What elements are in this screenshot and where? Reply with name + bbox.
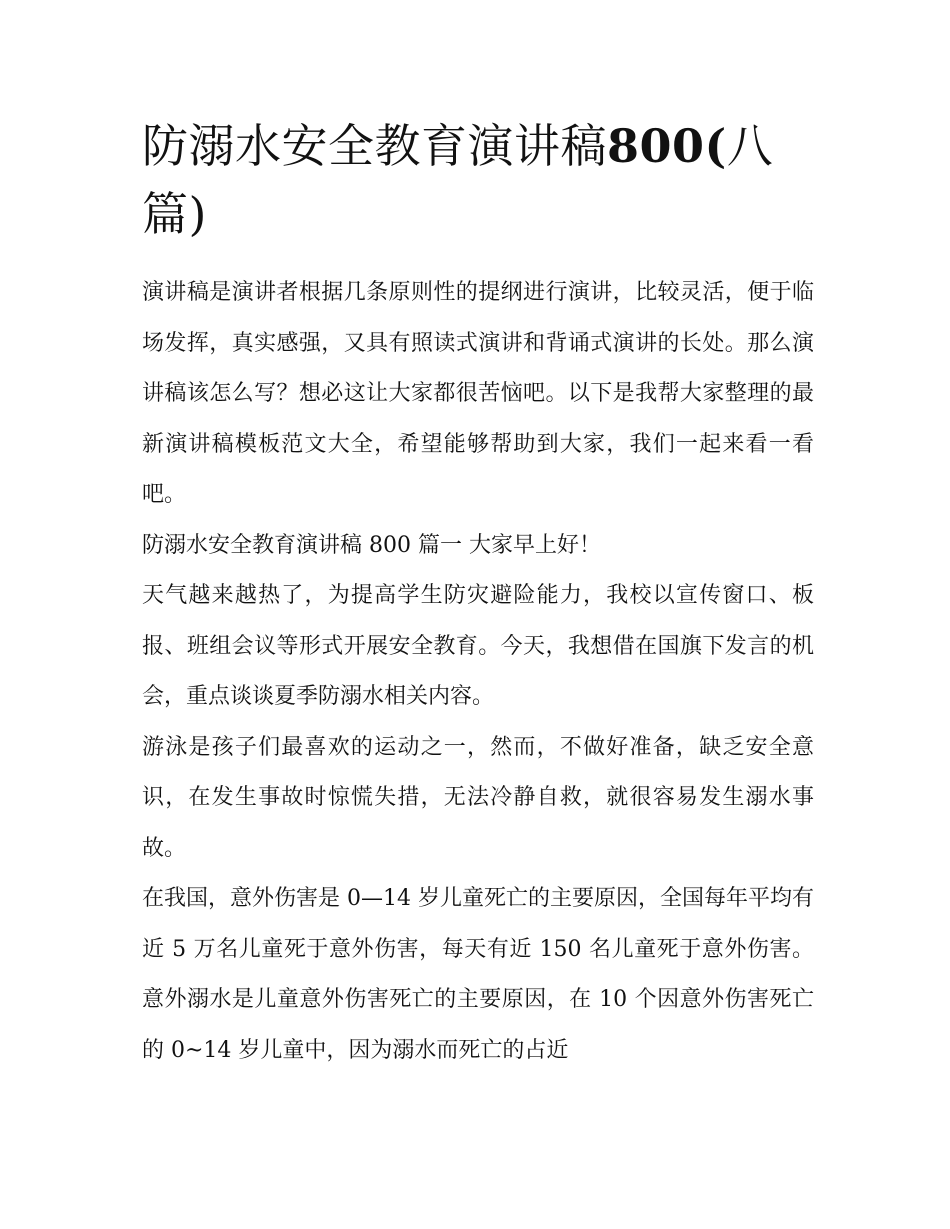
- paragraph-swimming: 游泳是孩子们最喜欢的运动之一，然而，不做好准备，缺乏安全意识，在发生事故时惊慌失措，无法冷静自救，就很容易发生溺水事故。: [142, 734, 814, 861]
- title-text: 防溺水安全教育演讲稿: [142, 119, 607, 173]
- title-number: 800(: [607, 119, 727, 173]
- paragraph-statistics: 在我国，意外伤害是 0—14 岁儿童死亡的主要原因，全国每年平均有近 5 万名儿童死于意外伤害，每天有近 150 名儿童死于意外伤害。意外溺水是儿童意外伤害死亡的主要原因，在 10 个因意外伤害死亡的 0~14 岁儿童中，因为溺水而死亡的占近: [142, 886, 814, 1063]
- document-body: [142, 112, 814, 1076]
- paragraph-intro: 演讲稿是演讲者根据几条原则性的提纲进行演讲，比较灵活，便于临场发挥，真实感强，又具有照读式演讲和背诵式演讲的长处。那么演讲稿该怎么写？想必这让大家都很苦恼吧。以下是我帮大家整理的最新演讲稿模板范文大全，希望能够帮助到大家，我们一起来看一看吧。: [142, 280, 814, 507]
- document-title: [142, 112, 814, 248]
- paragraph-heading-1: 防溺水安全教育演讲稿 800 篇一 大家早上好！: [142, 532, 601, 558]
- paragraph-weather: 天气越来越热了，为提高学生防灾避险能力，我校以宣传窗口、板报、班组会议等形式开展安全教育。今天，我想借在国旗下发言的机会，重点谈谈夏季防溺水相关内容。: [142, 583, 814, 709]
- title-tail: 八篇): [142, 119, 774, 241]
